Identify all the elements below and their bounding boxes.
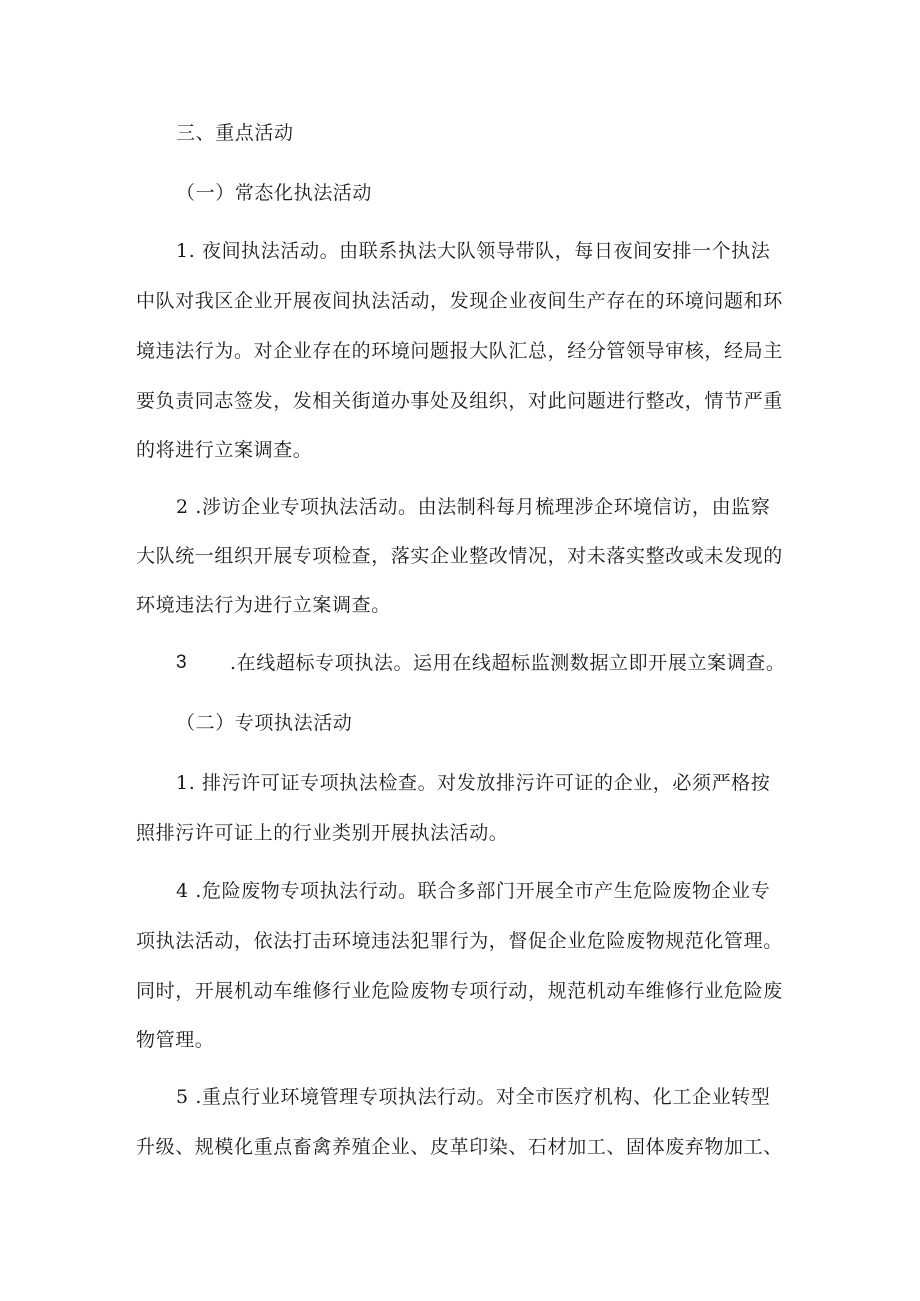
paragraph-4-line-2: 照排污许可证上的行业类别开展执法活动。 [136,822,509,844]
paragraph-1-line-3: 境违法行为。对企业存在的环境问题报大队汇总，经分管领导审核，经局主 [136,340,783,362]
paragraph-3-text: .在线超标专项执法。运用在线超标监测数据立即开展立案调查。 [230,652,786,674]
subsection-heading-2: （二）专项执法活动 [176,712,353,734]
paragraph-6-line-2: 升级、规模化重点畜禽养殖企业、皮革印染、石材加工、固体废弃物加工、 [136,1136,783,1158]
paragraph-2-line-1: 2 .涉访企业专项执法活动。由法制科每月梳理涉企环境信访，由监察 [176,496,771,518]
paragraph-5-line-2: 项执法活动，依法打击环境违法犯罪行为，督促企业危险废物规范化管理。 [136,930,783,952]
subsection-heading-1: （一）常态化执法活动 [176,182,373,204]
paragraph-4-line-1: 1. 排污许可证专项执法检查。对发放排污许可证的企业，必须严格按 [176,772,771,794]
paragraph-5-line-4: 物管理。 [136,1029,215,1051]
paragraph-5-line-3: 同时，开展机动车维修行业危险废物专项行动，规范机动车维修行业危险废 [136,980,783,1002]
paragraph-1-line-5: 的将进行立案调查。 [136,439,313,461]
paragraph-6-line-1: 5 .重点行业环境管理专项执法行动。对全市医疗机构、化工企业转型 [176,1086,771,1108]
paragraph-1-line-1: 1. 夜间执法活动。由联系执法大队领导带队，每日夜间安排一个执法 [176,240,771,262]
paragraph-1-line-4: 要负责同志签发，发相关街道办事处及组织，对此问题进行整改，情节严重 [136,390,783,412]
paragraph-5-line-1: 4 .危险废物专项执法行动。联合多部门开展全市产生危险废物企业专 [176,880,771,902]
paragraph-2-line-2: 大队统一组织开展专项检查，落实企业整改情况，对未落实整改或未发现的 [136,545,783,567]
paragraph-3-number: 3 [176,652,188,673]
paragraph-2-line-3: 环境违法行为进行立案调查。 [136,594,391,616]
section-heading: 三、重点活动 [176,122,294,144]
paragraph-1-line-2: 中队对我区企业开展夜间执法活动，发现企业夜间生产存在的环境问题和环 [136,290,783,312]
